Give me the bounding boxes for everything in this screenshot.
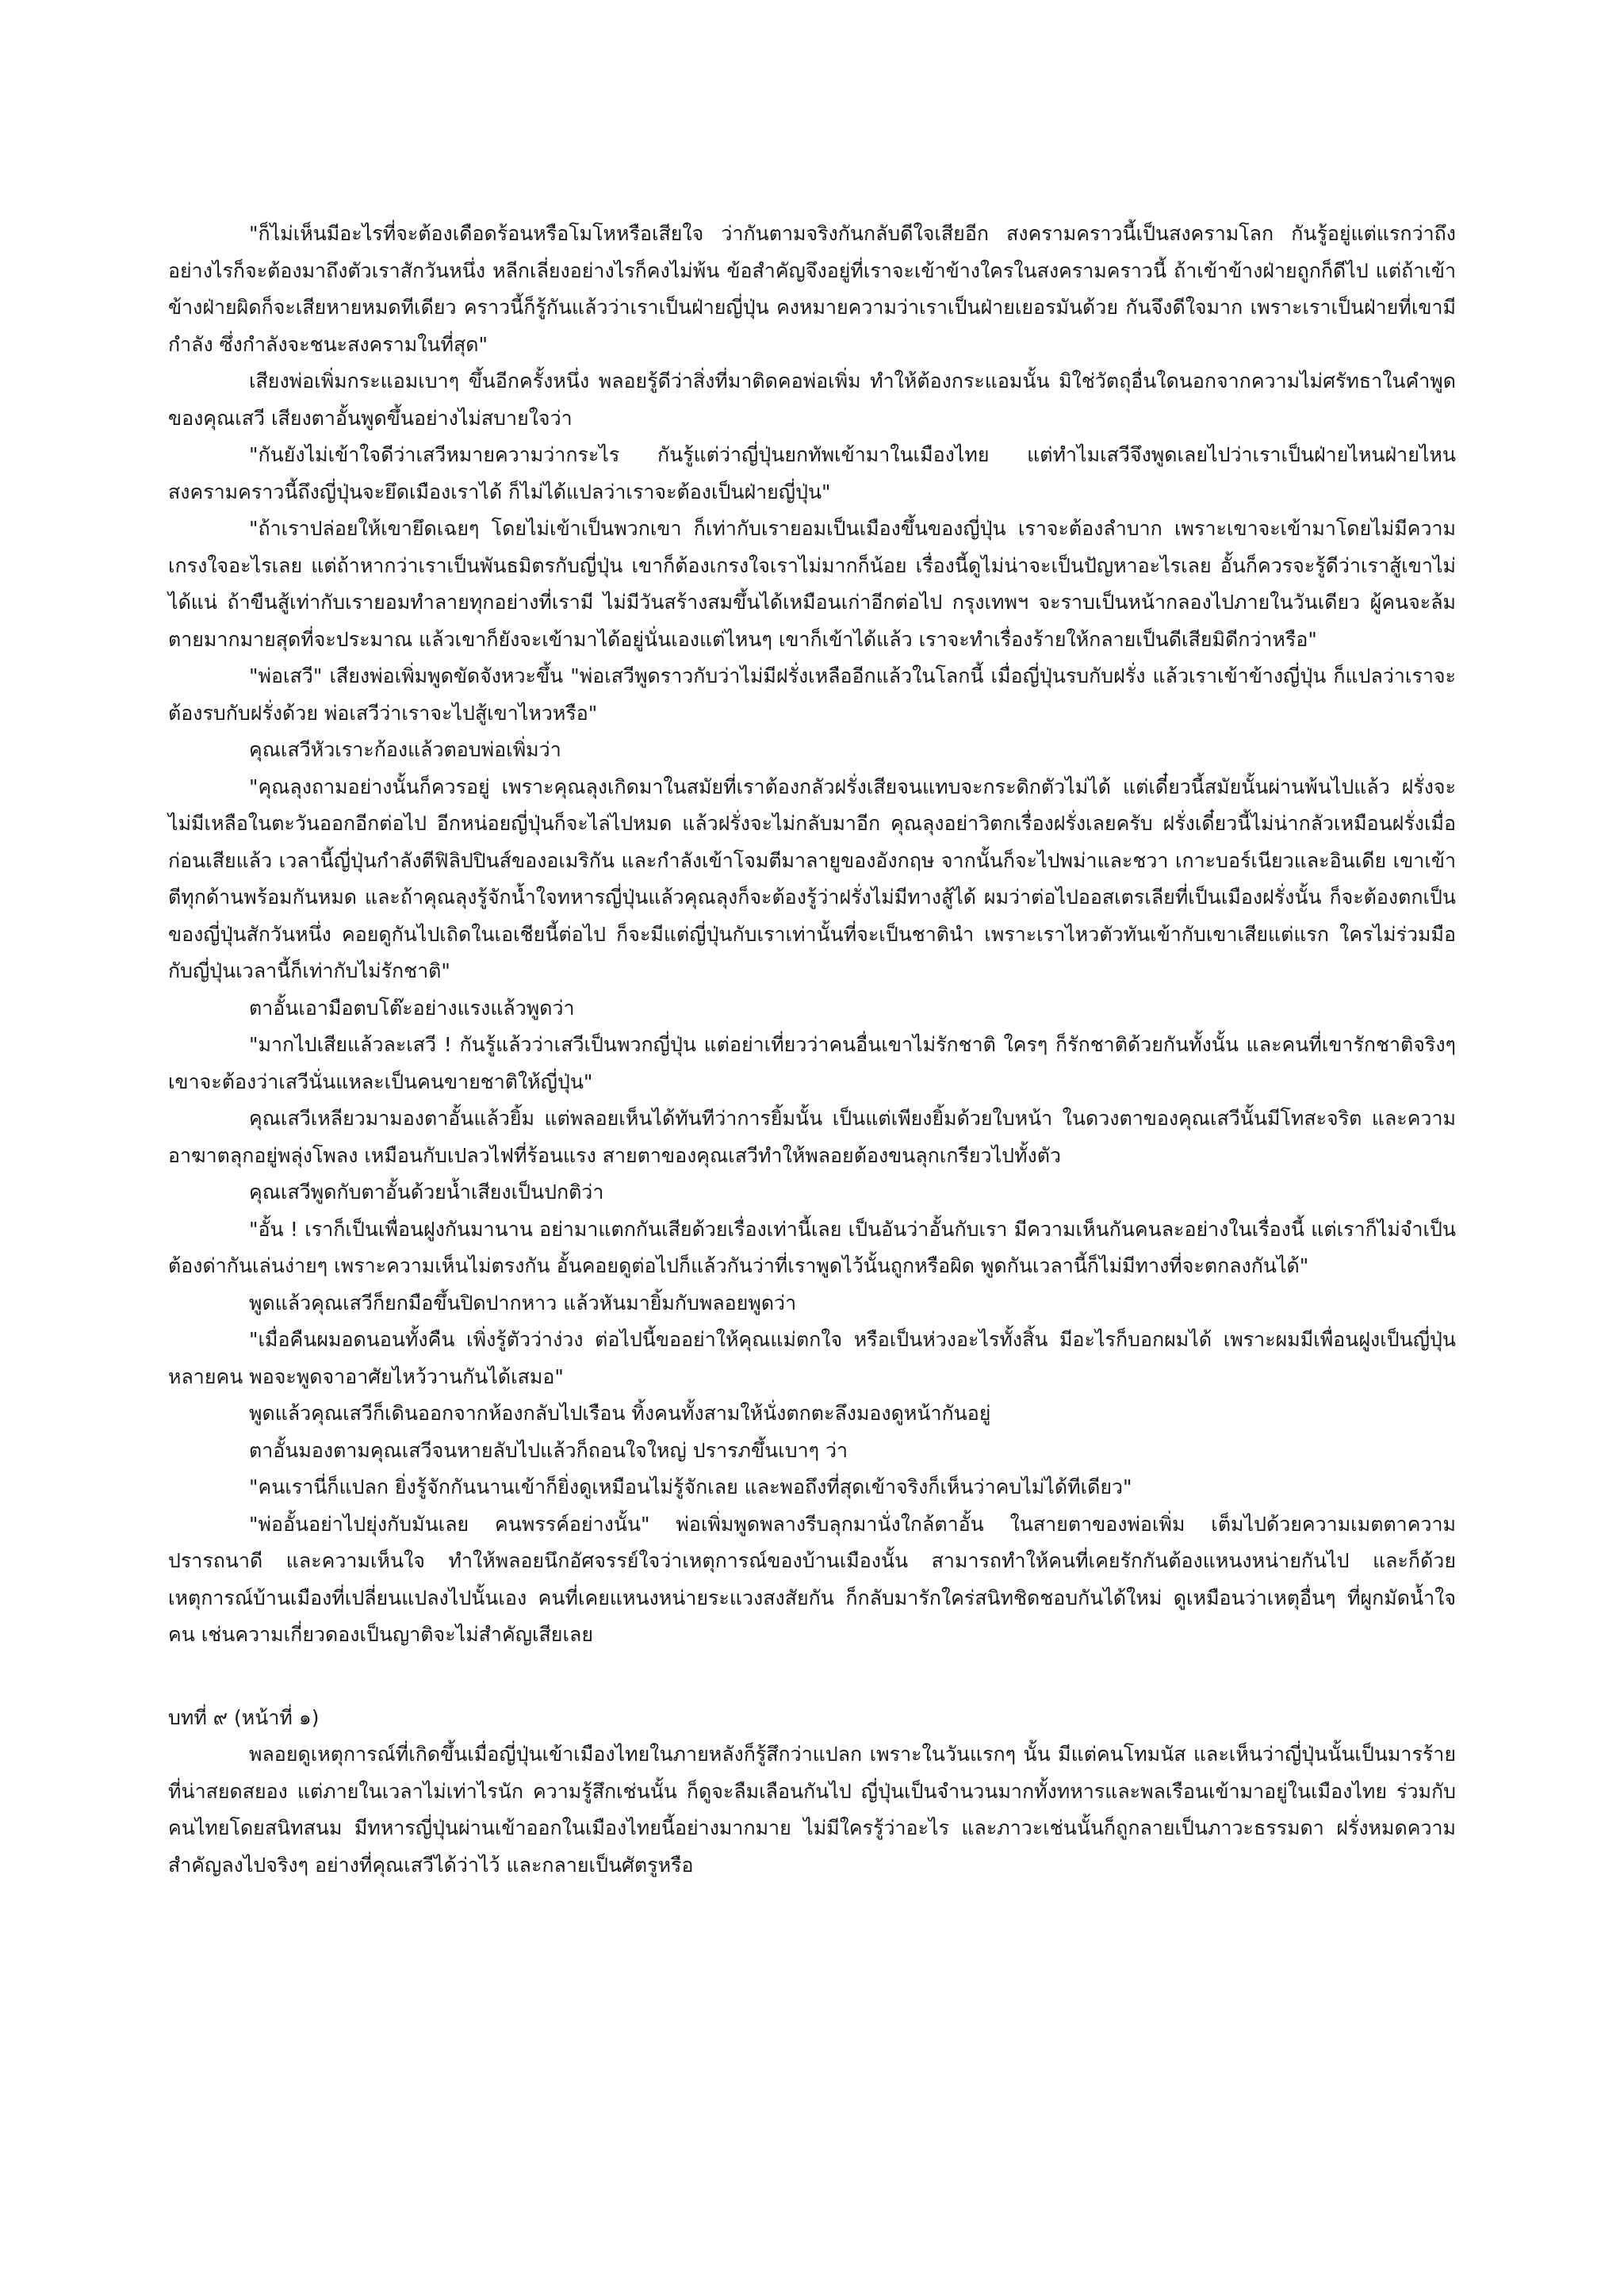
paragraph: ตาอั้นเอามือตบโต๊ะอย่างแรงแล้วพูดว่า bbox=[249, 996, 575, 1020]
body-text-part2 bbox=[168, 1736, 1456, 1884]
paragraph: "คุณลุงถามอย่างนั้นก็ควรอยู่ เพราะคุณลุงเกิดมาในสมัยที่เราต้องกลัวฝรั่งเสียจนแทบจะกระดิกตัวไม่ได้ แต่เดี๋ยวนี้สมัยนั้นผ่านพ้นไปแล้ว ฝรั่งจะไม่มีเหลือในตะวันออกอีกต่อไป อีกหน่อยญี่ปุ่นก็จะไล่ไปหมด แล้วฝรั่งจะไม่กลับมาอีก คุณลุงอย่าวิตกเรื่องฝรั่งเลยครับ ฝรั่งเดี๋ยวนี้ไม่น่ากลัวเหมือนฝรั่งเมื่อก่อนเสียแล้ว เวลานี้ญี่ปุ่นกำลังตีฟิลิปปินส์ของอเมริกัน และกำลังเข้าโจมตีมาลายูของอังกฤษ จากนั้นก็จะไปพม่าและชวา เกาะบอร์เนียวและอินเดีย เขาเข้าตีทุกด้านพร้อมกันหมด และถ้าคุณลุงรู้จักน้ำใจทหารญี่ปุ่นแล้วคุณลุงก็จะต้องรู้ว่าฝรั่งไม่มีทางสู้ได้ ผมว่าต่อไปออสเตรเลียที่เป็นเมืองฝรั่งนั้น ก็จะต้องตกเป็นของญี่ปุ่นสักวันหนึ่ง คอยดูกันไปเถิดในเอเชียนี้ต่อไป ก็จะมีแต่ญี่ปุ่นกับเราเท่านั้นที่จะเป็นชาตินำ เพราะเราไหวตัวทันเข้ากับเขาเสียแต่แรก ใครไม่ร่วมมือกับญี่ปุ่นเวลานี้ก็เท่ากับไม่รักชาติ" bbox=[168, 775, 1456, 982]
paragraph: "ถ้าเราปล่อยให้เขายึดเฉยๆ โดยไม่เข้าเป็นพวกเขา ก็เท่ากับเรายอมเป็นเมืองขึ้นของญี่ปุ่น เราจะต้องลำบาก เพราะเขาจะเข้ามาโดยไม่มีความเกรงใจอะไรเลย แต่ถ้าหากว่าเราเป็นพันธมิตรกับญี่ปุ่น เขาก็ต้องเกรงใจเราไม่มากก็น้อย เรื่องนี้ดูไม่น่าจะเป็นปัญหาอะไรเลย อั้นก็ควรจะรู้ดีว่าเราสู้เขาไม่ได้แน่ ถ้าขืนสู้เท่ากับเรายอมทำลายทุกอย่างที่เรามี ไม่มีวันสร้างสมขึ้นได้เหมือนเก่าอีกต่อไป กรุงเทพฯ จะราบเป็นหน้ากลองไปภายในวันเดียว ผู้คนจะล้มตายมากมายสุดที่จะประมาณ แล้วเขาก็ยังจะเข้ามาได้อยู่นั่นเองแต่ไหนๆ เขาก็เข้าได้แล้ว เราจะทำเรื่องร้ายให้กลายเป็นดีเสียมิดีกว่าหรือ" bbox=[168, 517, 1456, 651]
paragraph: คุณเสวีหัวเราะก้องแล้วตอบพ่อเพิ่มว่า bbox=[249, 738, 561, 761]
paragraph: "อั้น ! เราก็เป็นเพื่อนฝูงกันมานาน อย่ามาแตกกันเสียด้วยเรื่องเท่านี้เลย เป็นอันว่าอั้นกับเรา มีความเห็นกันคนละอย่างในเรื่องนี้ แต่เราก็ไม่จำเป็นต้องด่ากันเล่นง่ายๆ เพราะความเห็นไม่ตรงกัน อั้นคอยดูต่อไปก็แล้วกันว่าที่เราพูดไว้นั้นถูกหรือผิด พูดกันเวลานี้ก็ไม่มีทางที่จะตกลงกันได้" bbox=[168, 1217, 1456, 1277]
paragraph: "คนเรานี่ก็แปลก ยิ่งรู้จักกันนานเข้าก็ยิ่งดูเหมือนไม่รู้จักเลย และพอถึงที่สุดเข้าจริงก็เห็นว่าคบไม่ได้ทีเดียว" bbox=[249, 1475, 1132, 1498]
paragraph: "กันยังไม่เข้าใจดีว่าเสวีหมายความว่ากระไร กันรู้แต่ว่าญี่ปุ่นยกทัพเข้ามาในเมืองไทย แต่ทำไมเสวีจึงพูดเลยไปว่าเราเป็นฝ่ายไหนฝ่ายไหน สงครามคราวนี้ถึงญี่ปุ่นจะยึดเมืองเราได้ ก็ไม่ได้แปลว่าเราจะต้องเป็นฝ่ายญี่ปุ่น" bbox=[168, 443, 1456, 503]
paragraph: "มากไปเสียแล้วละเสวี ! กันรู้แล้วว่าเสวีเป็นพวกญี่ปุ่น แต่อย่าเที่ยวว่าคนอื่นเขาไม่รักชาติ ใครๆ ก็รักชาติด้วยกันทั้งนั้น และคนที่เขารักชาติจริงๆ เขาจะต้องว่าเสวีนั่นแหละเป็นคนขายชาติให้ญี่ปุ่น" bbox=[168, 1033, 1456, 1093]
paragraph: คุณเสวีพูดกับตาอั้นด้วยน้ำเสียงเป็นปกติว่า bbox=[249, 1181, 604, 1203]
paragraph: "พ่ออั้นอย่าไปยุ่งกับมันเลย คนพรรค์อย่างนั้น" พ่อเพิ่มพูดพลางรีบลุกมานั่งใกล้ตาอั้น ในสายตาของพ่อเพิ่ม เต็มไปด้วยความเมตตาความปรารถนาดี และความเห็นใจ ทำให้พลอยนึกอัศจรรย์ใจว่าเหตุการณ์ของบ้านเมืองนั้น สามารถทำให้คนที่เคยรักกันต้องแหนงหน่ายกันไป และก็ด้วยเหตุการณ์บ้านเมืองที่เปลี่ยนแปลงไปนั้นเอง คนที่เคยแหนงหน่ายระแวงสงสัยกัน ก็กลับมารักใคร่สนิทชิดชอบกันได้ใหม่ ดูเหมือนว่าเหตุอื่นๆ ที่ผูกมัดน้ำใจคน เช่นความเกี่ยวดองเป็นญาติจะไม่สำคัญเสียเลย bbox=[168, 1512, 1456, 1646]
paragraph: "พ่อเสวี" เสียงพ่อเพิ่มพูดขัดจังหวะขึ้น "พ่อเสวีพูดราวกับว่าไม่มีฝรั่งเหลืออีกแล้วในโลกนี้ เมื่อญี่ปุ่นรบกับฝรั่ง แล้วเราเข้าข้างญี่ปุ่น ก็แปลว่าเราจะต้องรบกับฝรั่งด้วย พ่อเสวีว่าเราจะไปสู้เขาไหวหรือ" bbox=[168, 664, 1456, 725]
paragraph: พลอยดูเหตุการณ์ที่เกิดขึ้นเมื่อญี่ปุ่นเข้าเมืองไทยในภายหลังก็รู้สึกว่าแปลก เพราะในวันแรกๆ นั้น มีแต่คนโทมนัส และเห็นว่าญี่ปุ่นนั้นเป็นมารร้ายที่น่าสยดสยอง แต่ภายในเวลาไม่เท่าไรนัก ความรู้สึกเช่นนั้น ก็ดูจะลืมเลือนกันไป ญี่ปุ่นเป็นจำนวนมากทั้งทหารและพลเรือนเข้ามาอยู่ในเมืองไทย ร่วมกับคนไทยโดยสนิทสนม มีทหารญี่ปุ่นผ่านเข้าออกในเมืองไทยนี้อย่างมากมาย ไม่มีใครรู้ว่าอะไร และภาวะเช่นนั้นก็ถูกลายเป็นภาวะธรรมดา ฝรั่งหมดความสำคัญลงไปจริงๆ อย่างที่คุณเสวีได้ว่าไว้ และกลายเป็นศัตรูหรือ bbox=[168, 1743, 1456, 1877]
paragraph: พูดแล้วคุณเสวีก็ยกมือขึ้นปิดปากหาว แล้วหันมายิ้มกับพลอยพูดว่า bbox=[249, 1291, 797, 1314]
chapter-heading: บทที่ ๙ (หน้าที่ ๑) bbox=[168, 1705, 320, 1729]
document-page bbox=[168, 216, 1456, 1884]
body-text-part1 bbox=[168, 216, 1456, 1654]
paragraph: ตาอั้นมองตามคุณเสวีจนหายลับไปแล้วก็ถอนใจใหญ่ ปรารภขึ้นเบาๆ ว่า bbox=[249, 1438, 848, 1462]
paragraph: พูดแล้วคุณเสวีก็เดินออกจากห้องกลับไปเรือน ทิ้งคนทั้งสามให้นั่งตกตะลึงมองดูหน้ากันอยู่ bbox=[249, 1402, 991, 1425]
paragraph: "เมื่อคืนผมอดนอนทั้งคืน เพิ่งรู้ตัวว่าง่วง ต่อไปนี้ขออย่าให้คุณแม่ตกใจ หรือเป็นห่วงอะไรทั้งสิ้น มีอะไรก็บอกผมได้ เพราะผมมีเพื่อนฝูงเป็นญี่ปุ่นหลายคน พอจะพูดจาอาศัยไหว้วานกันได้เสมอ" bbox=[168, 1328, 1456, 1388]
paragraph: "ก็ไม่เห็นมีอะไรที่จะต้องเดือดร้อนหรือโมโหหรือเสียใจ ว่ากันตามจริงกันกลับดีใจเสียอีก สงครามคราวนี้เป็นสงครามโลก กันรู้อยู่แต่แรกว่าถึงอย่างไรก็จะต้องมาถึงตัวเราสักวันหนึ่ง หลีกเลี่ยงอย่างไรก็คงไม่พ้น ข้อสำคัญจึงอยู่ที่เราจะเข้าข้างใครในสงครามคราวนี้ ถ้าเข้าข้างฝ่ายถูกก็ดีไป แต่ถ้าเข้าข้างฝ่ายผิดก็จะเสียหายหมดทีเดียว คราวนี้ก็รู้กันแล้วว่าเราเป็นฝ่ายญี่ปุ่น คงหมายความว่าเราเป็นฝ่ายเยอรมันด้วย กันจึงดีใจมาก เพราะเราเป็นฝ่ายที่เขามีกำลัง ซึ่งกำลังจะชนะสงครามในที่สุด" bbox=[168, 222, 1456, 356]
paragraph: เสียงพ่อเพิ่มกระแอมเบาๆ ขึ้นอีกครั้งหนึ่ง พลอยรู้ดีว่าสิ่งที่มาติดคอพ่อเพิ่ม ทำให้ต้องกระแอมนั้น มิใช่วัตถุอื่นใดนอกจากความไม่ศรัทธาในคำพูดของคุณเสวี เสียงตาอั้นพูดขึ้นอย่างไม่สบายใจว่า bbox=[168, 369, 1456, 430]
paragraph: คุณเสวีเหลียวมามองตาอั้นแล้วยิ้ม แต่พลอยเห็นได้ทันทีว่าการยิ้มนั้น เป็นแต่เพียงยิ้มด้วยใบหน้า ในดวงตาของคุณเสวีนั้นมีโทสะจริต และความอาฆาตลุกอยู่พลุ่งโพลง เหมือนกับเปลวไฟที่ร้อนแรง สายตาของคุณเสวีทำให้พลอยต้องขนลุกเกรียวไปทั้งตัว bbox=[168, 1107, 1456, 1167]
